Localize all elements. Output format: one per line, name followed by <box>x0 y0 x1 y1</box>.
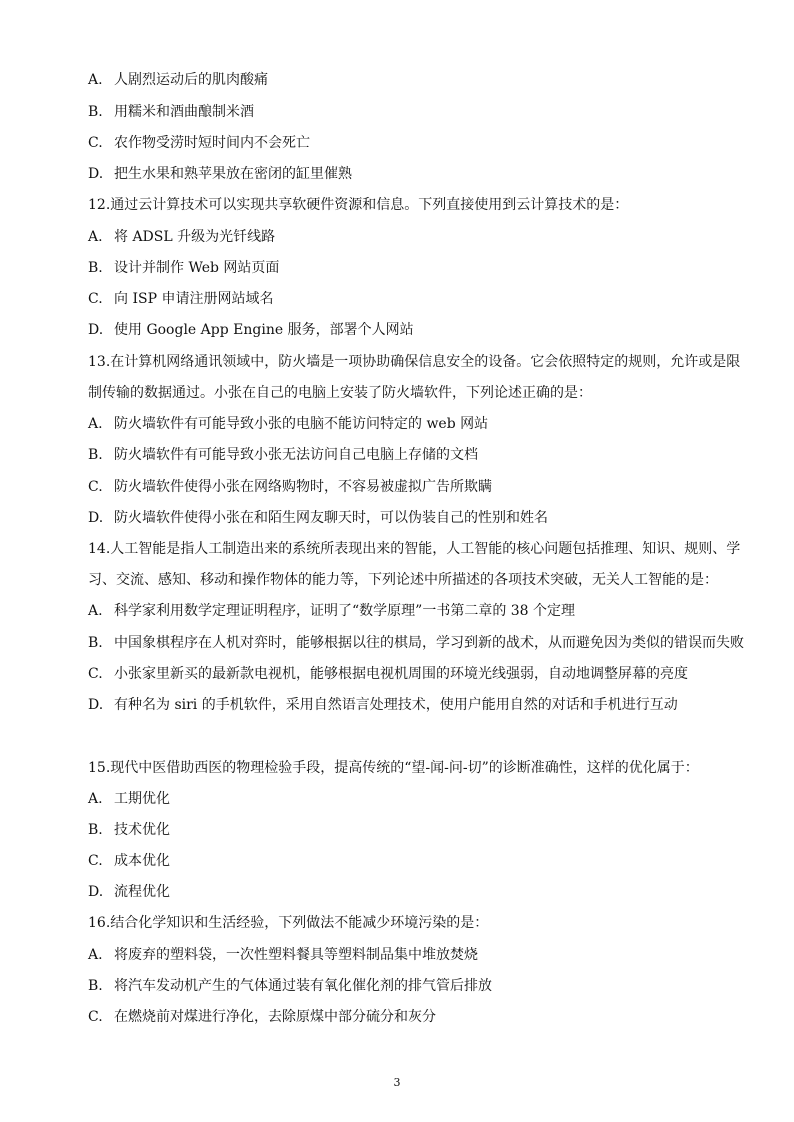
q12-option-d: D. 使用 Google App Engine 服务，部署个人网站 <box>88 322 414 338</box>
q15-stem: 15.现代中医借助西医的物理检验手段，提高传统的“望-闻-问-切”的诊断准确性，这样的优化属于： <box>88 760 699 776</box>
q12-option-a: A. 将 ADSL 升级为光钎线路 <box>88 229 276 245</box>
q13-option-b: B. 防火墙软件有可能导致小张无法访问自己电脑上存储的文档 <box>88 447 478 463</box>
q12-option-c: C. 向 ISP 申请注册网站域名 <box>88 291 274 307</box>
q15-option-b: B. 技术优化 <box>88 822 170 838</box>
q14-stem-line1: 14.人工智能是指人工制造出来的系统所表现出来的智能，人工智能的核心问题包括推理、知识、规则、学 <box>88 541 741 557</box>
q16-option-a: A. 将废弃的塑料袋，一次性塑料餐具等塑料制品集中堆放焚烧 <box>88 947 478 963</box>
page-number: 3 <box>393 1076 401 1089</box>
q11-option-a: A. 人剧烈运动后的肌肉酸痛 <box>88 72 268 88</box>
q13-option-d: D. 防火墙软件使得小张在和陌生网友聊天时，可以伪装自己的性别和姓名 <box>88 510 548 526</box>
q11-option-b: B. 用糯米和酒曲酿制米酒 <box>88 104 254 120</box>
q15-option-c: C. 成本优化 <box>88 853 170 869</box>
q16-stem: 16.结合化学知识和生活经验，下列做法不能减少环境污染的是： <box>88 915 489 931</box>
q14-stem-line2: 习、交流、感知、移动和操作物体的能力等，下列论述中所描述的各项技术突破，无关人工智能的是： <box>88 572 718 588</box>
q11-option-d: D. 把生水果和熟苹果放在密闭的缸里催熟 <box>88 166 352 182</box>
q14-option-c: C. 小张家里新买的最新款电视机，能够根据电视机周围的环境光线强弱，自动地调整屏幕的亮度 <box>88 666 688 682</box>
q13-stem-line2: 制传输的数据通过。小张在自己的电脑上安装了防火墙软件，下列论述正确的是： <box>88 385 592 401</box>
q15-option-a: A. 工期优化 <box>88 791 170 807</box>
q13-option-a: A. 防火墙软件有可能导致小张的电脑不能访问特定的 web 网站 <box>88 416 489 432</box>
q13-stem-line1: 13.在计算机网络通讯领域中，防火墙是一项协助确保信息安全的设备。它会依照特定的规则，允许或是限 <box>88 354 741 370</box>
q12-stem: 12.通过云计算技术可以实现共享软硬件资源和信息。下列直接使用到云计算技术的是： <box>88 197 629 213</box>
q13-option-c: C. 防火墙软件使得小张在网络购物时，不容易被虚拟广告所欺瞒 <box>88 479 492 495</box>
q14-option-d: D. 有种名为 siri 的手机软件，采用自然语言处理技术，使用户能用自然的对话和手机进行互动 <box>88 697 678 713</box>
q15-option-d: D. 流程优化 <box>88 884 170 900</box>
q11-option-c: C. 农作物受涝时短时间内不会死亡 <box>88 135 310 151</box>
q12-option-b: B. 设计并制作 Web 网站页面 <box>88 260 280 276</box>
q16-option-c: C. 在燃烧前对煤进行净化，去除原煤中部分硫分和灰分 <box>88 1009 436 1025</box>
q16-option-b: B. 将汽车发动机产生的气体通过装有氧化催化剂的排气管后排放 <box>88 978 492 994</box>
q14-option-a: A. 科学家利用数学定理证明程序，证明了“数学原理”一书第二章的 38 个定理 <box>88 603 576 619</box>
q14-option-b: B. 中国象棋程序在人机对弈时，能够根据以往的棋局，学习到新的战术，从而避免因为类似的错误而失败 <box>88 635 744 651</box>
